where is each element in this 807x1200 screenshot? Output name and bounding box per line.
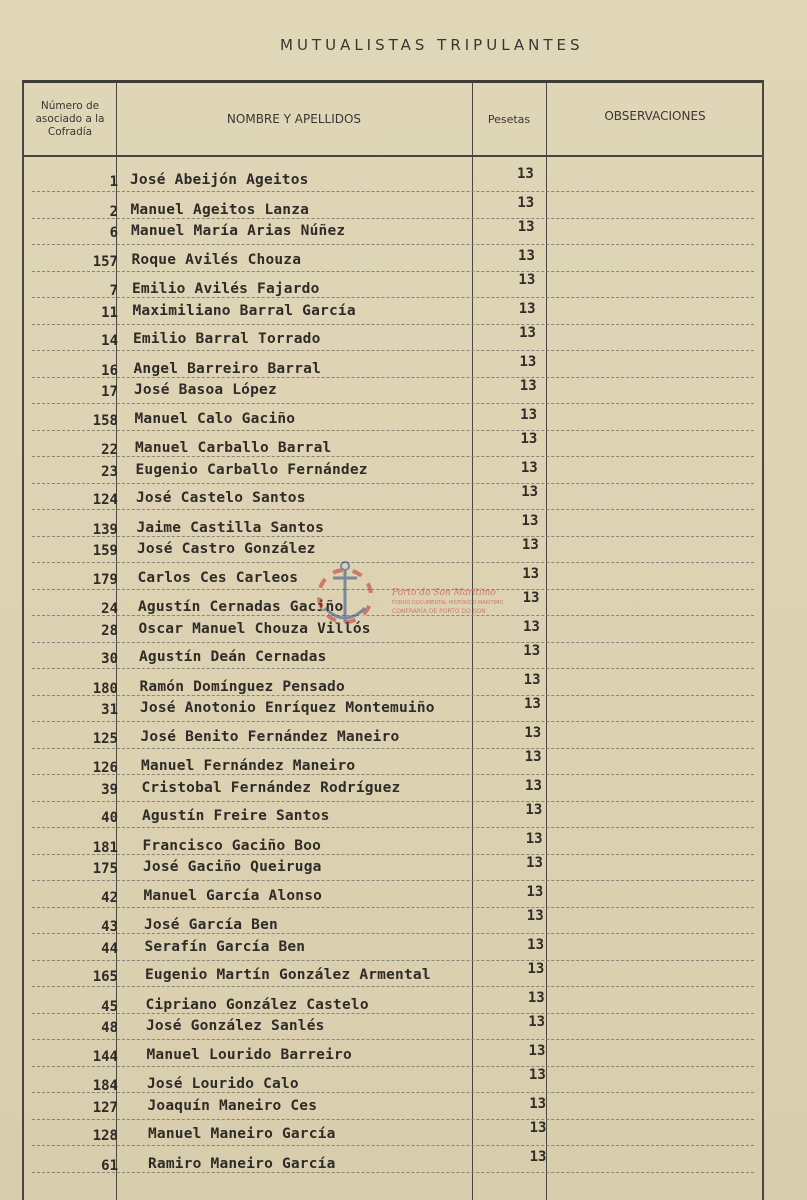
- row-number: 128: [92, 1128, 118, 1144]
- row-pesetas: 13: [521, 484, 539, 500]
- row-rule: [32, 509, 754, 510]
- row-pesetas: 13: [519, 325, 536, 341]
- row-name: Oscar Manuel Chouza Villós: [138, 620, 371, 637]
- row-rule: [32, 350, 754, 351]
- row-number: 139: [92, 521, 118, 538]
- row-number: 31: [101, 702, 118, 718]
- row-number: 17: [101, 384, 118, 400]
- row-pesetas: 13: [528, 1042, 546, 1059]
- row-pesetas: 13: [527, 989, 545, 1006]
- row-pesetas: 13: [525, 777, 542, 794]
- ledger-table: [22, 80, 764, 1200]
- row-number: 61: [101, 1157, 118, 1174]
- row-rule: [32, 854, 754, 855]
- row-number: 14: [101, 333, 118, 349]
- row-rule: [32, 430, 754, 431]
- row-name: José Abeijón Ageitos: [130, 172, 309, 188]
- row-rule: [32, 271, 754, 272]
- row-rule: [32, 244, 754, 245]
- row-pesetas: 13: [518, 300, 536, 317]
- row-number: 16: [101, 362, 118, 379]
- row-rule: [32, 907, 754, 908]
- row-pesetas: 13: [520, 431, 538, 447]
- row-rule: [32, 880, 754, 881]
- row-number: 40: [101, 810, 118, 826]
- archive-stamp: [300, 556, 504, 636]
- row-number: 126: [92, 760, 118, 776]
- row-rule: [32, 1172, 754, 1173]
- row-name: José Castelo Santos: [136, 490, 306, 506]
- row-name: Jaime Castilla Santos: [136, 519, 325, 536]
- row-pesetas: 13: [523, 643, 541, 659]
- row-name: Manuel Lourido Barreiro: [146, 1046, 352, 1063]
- row-number: 1: [109, 174, 118, 190]
- row-number: 158: [92, 412, 118, 429]
- row-pesetas: 13: [517, 219, 535, 235]
- row-pesetas: 13: [519, 378, 537, 394]
- row-rule: [32, 1066, 754, 1067]
- header-nombre: NOMBRE Y APELLIDOS: [226, 112, 362, 126]
- row-name: Manuel Calo Gaciño: [134, 410, 296, 427]
- row-pesetas: 13: [528, 1067, 546, 1083]
- row-number: 6: [109, 225, 118, 241]
- row-name: Manuel Maneiro García: [148, 1126, 336, 1142]
- row-pesetas: 13: [525, 830, 543, 847]
- row-name: Manuel María Arias Núñez: [131, 223, 346, 239]
- stamp-line-1: Porto do Son Marítimo: [392, 588, 496, 598]
- header-pesetas: Pesetas: [487, 112, 531, 126]
- row-rule: [32, 721, 754, 722]
- row-number: 39: [101, 781, 118, 798]
- row-pesetas: 13: [518, 247, 535, 264]
- row-number: 125: [92, 730, 118, 747]
- row-name: Manuel García Alonso: [143, 887, 323, 904]
- row-pesetas: 13: [520, 406, 537, 423]
- row-pesetas: 13: [527, 961, 545, 977]
- row-rule: [32, 1145, 754, 1146]
- row-number: 175: [92, 861, 118, 877]
- row-pesetas: 13: [526, 908, 544, 924]
- row-pesetas: 13: [527, 936, 544, 953]
- row-number: 124: [92, 492, 118, 508]
- header-rule: [24, 155, 762, 157]
- row-name: Agustín Deán Cernadas: [139, 649, 327, 665]
- row-number: 42: [101, 889, 118, 906]
- row-number: 184: [92, 1078, 118, 1094]
- row-rule: [32, 748, 754, 749]
- row-name: Ramiro Maneiro García: [148, 1155, 336, 1172]
- row-pesetas: 13: [522, 565, 540, 582]
- row-name: Ramón Domínguez Pensado: [139, 678, 345, 695]
- header-observaciones: OBSERVACIONES: [604, 109, 706, 123]
- row-name: Cipriano González Castelo: [145, 996, 369, 1013]
- row-name: Emilio Avilés Fajardo: [132, 281, 320, 297]
- row-pesetas: 13: [523, 671, 541, 688]
- row-pesetas: 13: [521, 537, 539, 553]
- row-number: 159: [92, 543, 118, 559]
- row-name: Manuel Ageitos Lanza: [130, 201, 310, 218]
- row-number: 45: [101, 998, 118, 1015]
- row-rule: [32, 668, 754, 669]
- row-name: Eugenio Martín González Armental: [145, 967, 431, 983]
- row-pesetas: 13: [517, 194, 535, 211]
- anchor-icon: [300, 556, 390, 636]
- row-number: 23: [101, 463, 118, 480]
- row-rule: [32, 324, 754, 325]
- row-pesetas: 13: [522, 590, 540, 606]
- row-name: Carlos Ces Carleos: [137, 569, 299, 586]
- row-name: Manuel Fernández Maneiro: [141, 758, 356, 774]
- row-number: 7: [109, 283, 118, 299]
- row-name: Manuel Carballo Barral: [135, 440, 332, 456]
- row-rule: [32, 403, 754, 404]
- row-name: Roque Avilés Chouza: [131, 251, 302, 268]
- page-title: MUTUALISTAS TRIPULANTES: [280, 36, 584, 54]
- row-name: Eugenio Carballo Fernández: [135, 461, 368, 478]
- stamp-line-2: FONDO DOCUMENTAL HISTÓRICO MARÍTIMO: [392, 600, 504, 606]
- row-name: José González Sanlés: [146, 1018, 325, 1034]
- row-name: Serafín García Ben: [144, 938, 306, 955]
- row-number: 180: [92, 680, 118, 697]
- row-name: Agustín Cernadas Gaciño: [138, 599, 344, 615]
- row-name: Joaquín Maneiro Ces: [147, 1097, 318, 1114]
- row-rule: [32, 960, 754, 961]
- row-name: Maximiliano Barral García: [132, 302, 356, 319]
- row-number: 43: [101, 919, 118, 935]
- row-number: 28: [101, 622, 118, 639]
- row-rule: [32, 801, 754, 802]
- row-pesetas: 13: [517, 166, 534, 182]
- row-pesetas: 13: [529, 1148, 547, 1165]
- row-name: Agustín Freire Santos: [142, 808, 330, 824]
- row-pesetas: 13: [526, 855, 543, 871]
- row-pesetas: 13: [519, 353, 537, 370]
- row-number: 2: [109, 203, 118, 220]
- row-rule: [32, 1119, 754, 1120]
- row-pesetas: 13: [529, 1095, 547, 1112]
- row-rule: [32, 191, 754, 192]
- row-name: José Gaciño Queiruga: [143, 859, 322, 875]
- row-number: 165: [92, 969, 118, 985]
- row-name: Emilio Barral Torrado: [133, 331, 321, 347]
- row-pesetas: 13: [529, 1120, 547, 1136]
- row-pesetas: 13: [526, 883, 544, 900]
- row-pesetas: 13: [524, 696, 541, 712]
- row-pesetas: 13: [524, 749, 542, 765]
- row-name: José Lourido Calo: [147, 1076, 299, 1092]
- row-number: 30: [101, 651, 118, 667]
- row-name: José García Ben: [144, 917, 278, 933]
- row-number: 24: [101, 601, 118, 617]
- row-number: 157: [92, 253, 118, 270]
- header-numero: Número de asociado a la Cofradía: [35, 99, 105, 138]
- row-name: Cristobal Fernández Rodríguez: [141, 779, 401, 796]
- row-pesetas: 13: [528, 1014, 546, 1030]
- row-number: 144: [92, 1048, 118, 1065]
- row-pesetas: 13: [522, 618, 540, 635]
- row-rule: [32, 483, 754, 484]
- row-pesetas: 13: [525, 802, 543, 818]
- row-rule: [32, 933, 754, 934]
- row-name: Angel Barreiro Barral: [133, 360, 322, 377]
- row-number: 22: [101, 442, 118, 458]
- row-rule: [32, 1039, 754, 1040]
- row-name: Francisco Gaciño Boo: [142, 837, 322, 854]
- row-name: José Benito Fernández Maneiro: [140, 728, 400, 745]
- row-number: 127: [92, 1099, 118, 1116]
- row-rule: [32, 1013, 754, 1014]
- row-name: José Anotonio Enríquez Montemuiño: [140, 700, 435, 716]
- row-pesetas: 13: [518, 272, 536, 288]
- row-name: José Basoa López: [134, 382, 277, 398]
- row-pesetas: 13: [524, 724, 542, 741]
- stamp-line-3: CONFRARÍA DE PORTO DO SON: [392, 608, 486, 615]
- row-rule: [32, 986, 754, 987]
- row-number: 181: [92, 839, 118, 856]
- row-number: 48: [101, 1020, 118, 1036]
- row-rule: [32, 827, 754, 828]
- row-number: 44: [101, 940, 118, 957]
- row-pesetas: 13: [521, 512, 539, 529]
- row-pesetas: 13: [520, 459, 538, 476]
- row-number: 11: [101, 304, 118, 321]
- row-rule: [32, 1092, 754, 1093]
- row-number: 179: [92, 571, 118, 588]
- row-rule: [32, 642, 754, 643]
- row-name: José Castro González: [137, 541, 316, 557]
